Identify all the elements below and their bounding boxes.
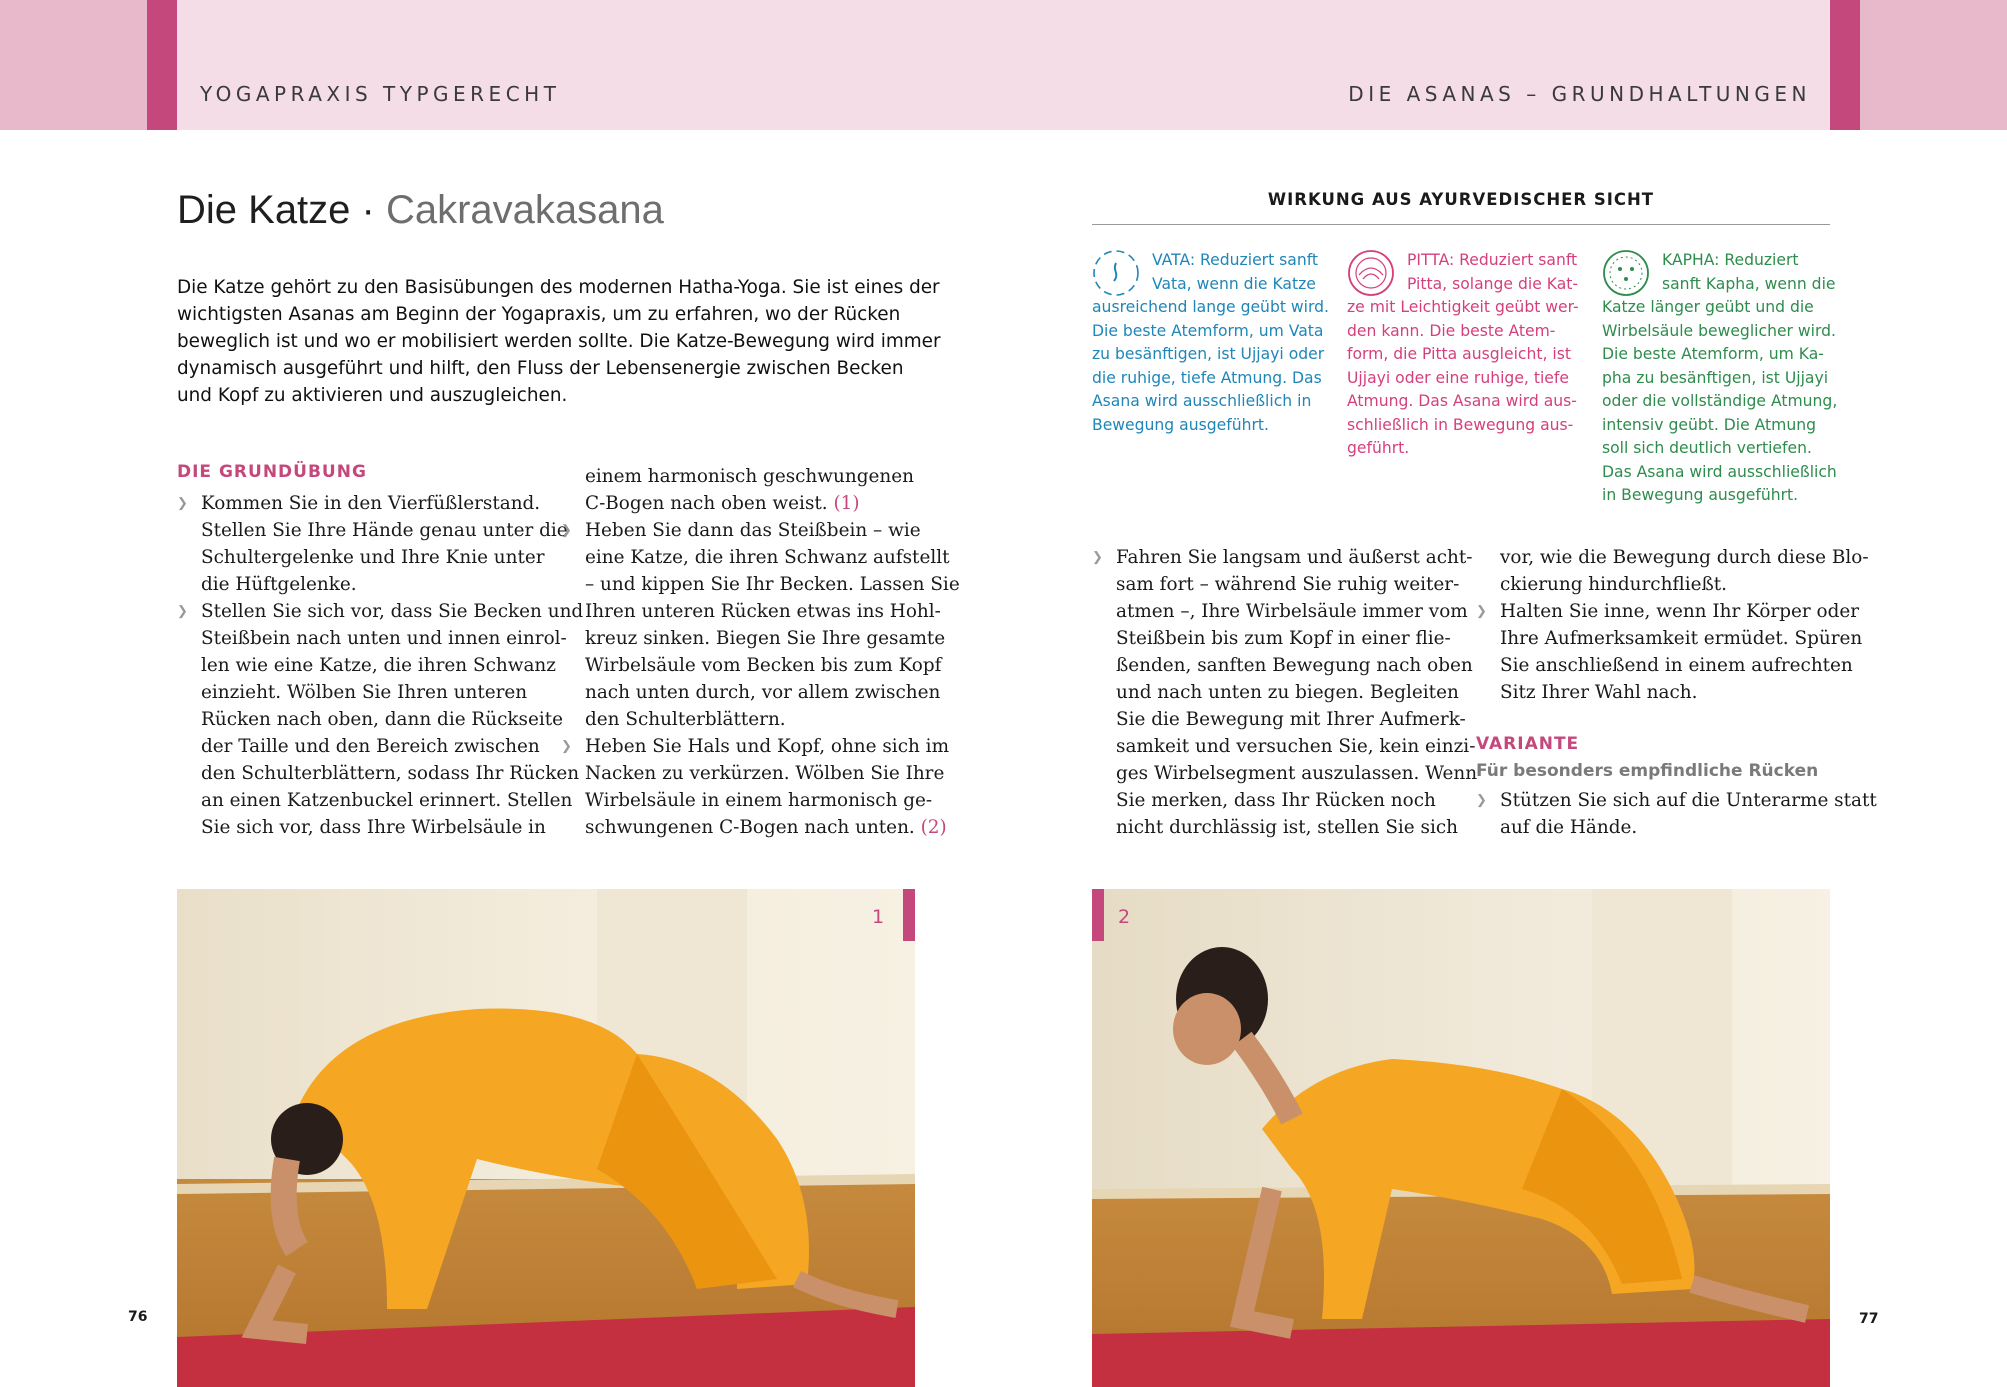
vata-line: Vata, wenn die Katze [1152, 274, 1316, 293]
photo-ref-1: (1) [833, 493, 860, 514]
step-line: Wirbelsäule vom Becken bis zum Kopf [585, 655, 942, 676]
step-line: ❯ Fahren Sie langsam und äußerst acht- [1092, 544, 1477, 571]
step-line: ❯ Stellen Sie sich vor, dass Sie Becken und [177, 598, 583, 625]
step-line-text: C-Bogen nach oben weist. [585, 493, 828, 514]
step-line: Sie merken, dass Ihr Rücken noch [1116, 790, 1436, 811]
vata-line: die ruhige, tiefe Atmung. Das [1092, 368, 1322, 387]
header-right-margin [1860, 0, 2007, 130]
step-line: Sie sich vor, dass Ihre Wirbelsäule in [201, 817, 546, 838]
step-line: Ihre Aufmerksamkeit ermüdet. Spüren [1500, 628, 1863, 649]
step-line [561, 814, 960, 841]
step-line: Rücken nach oben, dann die Rückseite [201, 709, 564, 730]
kapha-line: intensiv geübt. Die Atmung [1602, 415, 1817, 434]
step-line: ckierung hindurchfließt. [1500, 574, 1727, 595]
step-line: Steißbein bis zum Kopf in einer flie- [1116, 628, 1451, 649]
pitta-block [1347, 249, 1579, 461]
kapha-icon [1602, 249, 1652, 299]
step-line: Stellen Sie Ihre Hände genau unter die [201, 520, 568, 541]
kapha-line: Wirbelsäule beweglicher wird. [1602, 321, 1836, 340]
vata-line: VATA: Reduziert sanft [1152, 251, 1319, 269]
step-line: Ihren unteren Rücken etwas ins Hohl- [585, 601, 941, 622]
vata-line: zu besänftigen, ist Ujjayi oder [1092, 345, 1325, 363]
grunduebung-heading: DIE GRUNDÜBUNG [177, 462, 367, 482]
right-column-1 [1092, 544, 1477, 841]
intro-line: wichtigsten Asanas am Beginn der Yogapraxis, um zu erfahren, wo der Rücken [177, 304, 901, 325]
intro-line: und Kopf zu aktivieren und auszugleichen. [177, 385, 568, 406]
step-line: der Taille und den Bereich zwischen [201, 736, 540, 757]
kapha-line: soll sich deutlich vertiefen. [1602, 439, 1812, 457]
step-line: Sie anschließend in einem aufrechten [1500, 655, 1853, 676]
photo-ref-2: (2) [920, 817, 947, 838]
vata-icon [1092, 249, 1142, 299]
step-line: einzieht. Wölben Sie Ihren unteren [201, 682, 528, 703]
variant-steps [1476, 787, 1877, 841]
pitta-line: PITTA: Reduziert sanft [1407, 251, 1578, 269]
vata-line: ausreichend lange geübt wird. [1092, 298, 1329, 316]
kapha-block [1602, 249, 1837, 508]
kapha-line: KAPHA: Reduziert [1662, 251, 1799, 269]
step-line: nach unten durch, vor allem zwischen [585, 682, 941, 703]
step-line: die Hüftgelenke. [201, 574, 357, 595]
photo-1-tab [903, 889, 915, 941]
page-number-left: 76 [128, 1309, 148, 1325]
grunduebung-column-1 [177, 490, 583, 841]
left-running-head: YOGAPRAXIS TYPGERECHT [200, 82, 561, 106]
variant-subheading: Für besonders empfindliche Rücken [1476, 761, 1819, 781]
photo-1-number: 1 [872, 906, 885, 928]
vata-line: Asana wird ausschließlich in [1092, 392, 1312, 410]
step-line: Schultergelenke und Ihre Knie unter [201, 547, 545, 568]
kapha-line: in Bewegung ausgeführt. [1602, 486, 1799, 504]
step-line: kreuz sinken. Biegen Sie Ihre gesamte [585, 628, 946, 649]
step-line: ❯ Kommen Sie in den Vierfüßlerstand. [177, 490, 583, 517]
pitta-line: Ujjayi oder eine ruhige, tiefe [1347, 368, 1569, 387]
step-line: ges Wirbelsegment auszulassen. Wenn [1116, 763, 1478, 784]
step-line: sam fort – während Sie ruhig weiter- [1116, 574, 1460, 595]
title-sanskrit: Cakravakasana [385, 188, 664, 232]
ayurveda-heading: WIRKUNG AUS AYURVEDISCHER SICHT [1267, 190, 1655, 209]
title-separator: · [350, 188, 386, 232]
variant-heading: VARIANTE [1476, 734, 1580, 754]
intro-line: beweglich ist und wo er mobilisiert werden sollte. Die Katze-Bewegung wird immer [177, 331, 941, 352]
step-line: atmen –, Ihre Wirbelsäule immer vom [1116, 601, 1468, 622]
pitta-line: den kann. Die beste Atem- [1347, 321, 1556, 340]
pitta-line: Pitta, solange die Kat- [1407, 274, 1579, 293]
page-title [177, 188, 664, 233]
step-line: einem harmonisch geschwungenen [585, 466, 914, 487]
right-running-head: DIE ASANAS – GRUNDHALTUNGEN [1348, 82, 1811, 106]
step-line: an einen Katzenbuckel erinnert. Stellen [201, 790, 573, 811]
header-right-bar [1830, 0, 1860, 130]
vata-line: Die beste Atemform, um Vata [1092, 321, 1324, 340]
grunduebung-column-2 [561, 463, 960, 841]
step-line: ❯ Heben Sie Hals und Kopf, ohne sich im [561, 733, 960, 760]
step-line: vor, wie die Bewegung durch diese Blo- [1500, 547, 1869, 568]
step-line: ❯ Halten Sie inne, wenn Ihr Körper oder [1476, 598, 1869, 625]
pitta-icon [1347, 249, 1397, 299]
intro-line: dynamisch ausgeführt und hilft, den Fluss der Lebensenergie zwischen Becken [177, 358, 904, 379]
kapha-line: Katze länger geübt und die [1602, 298, 1814, 316]
header-band [0, 0, 2007, 130]
title-main: Die Katze [177, 188, 351, 232]
pitta-line: ze mit Leichtigkeit geübt wer- [1347, 298, 1579, 316]
photo-cat-pose-hollow [1092, 889, 1830, 1387]
step-line: Sie die Bewegung mit Ihrer Aufmerk- [1116, 709, 1466, 730]
intro-paragraph [177, 274, 941, 409]
step-line: Steißbein nach unten und innen einrol- [201, 628, 567, 649]
vata-block [1092, 249, 1329, 437]
step-line: Nacken zu verkürzen. Wölben Sie Ihre [585, 763, 945, 784]
step-line: ❯ Heben Sie dann das Steißbein – wie [561, 517, 960, 544]
kapha-line: sanft Kapha, wenn die [1662, 274, 1836, 293]
step-line: und nach unten zu biegen. Begleiten [1116, 682, 1459, 703]
photo-cat-pose-rounded [177, 889, 915, 1387]
step-line: den Schulterblättern, sodass Ihr Rücken [201, 763, 580, 784]
step-line: den Schulterblättern. [585, 709, 786, 730]
step-line: ßenden, sanften Bewegung nach oben [1116, 655, 1473, 676]
header-left-bar [147, 0, 177, 130]
pitta-line: Atmung. Das Asana wird aus- [1347, 392, 1577, 410]
step-line [561, 490, 960, 517]
kapha-line: pha zu besänftigen, ist Ujjayi [1602, 368, 1829, 387]
pitta-line: form, die Pitta ausgleicht, ist [1347, 345, 1571, 363]
kapha-line: Das Asana wird ausschließlich [1602, 462, 1837, 481]
kapha-line: oder die vollständige Atmung, [1602, 392, 1838, 410]
right-column-2 [1476, 544, 1869, 706]
pitta-line: geführt. [1347, 439, 1410, 457]
step-line: Wirbelsäule in einem harmonisch ge- [585, 790, 933, 811]
step-line: ❯ Stützen Sie sich auf die Unterarme statt [1476, 787, 1877, 814]
photo-2-tab [1092, 889, 1104, 941]
page-number-right: 77 [1859, 1311, 1879, 1327]
kapha-line: Die beste Atemform, um Ka- [1602, 345, 1824, 363]
step-line: eine Katze, die ihren Schwanz aufstellt [585, 547, 950, 568]
photo-2-number: 2 [1118, 906, 1131, 928]
header-left-margin [0, 0, 147, 130]
ayurveda-rule [1092, 224, 1830, 225]
step-line: len wie eine Katze, die ihren Schwanz [201, 655, 556, 676]
pitta-line: schließlich in Bewegung aus- [1347, 415, 1574, 434]
step-line-text: schwungenen C-Bogen nach unten. [585, 817, 915, 838]
step-line: auf die Hände. [1500, 817, 1638, 838]
step-line: samkeit und versuchen Sie, kein einzi- [1116, 736, 1476, 757]
intro-line: Die Katze gehört zu den Basisübungen des modernen Hatha-Yoga. Sie ist eines der [177, 277, 940, 298]
step-line: nicht durchlässig ist, stellen Sie sich [1116, 817, 1459, 838]
step-line: – und kippen Sie Ihr Becken. Lassen Sie [585, 574, 960, 595]
step-line: Sitz Ihrer Wahl nach. [1500, 682, 1698, 703]
vata-line: Bewegung ausgeführt. [1092, 415, 1269, 434]
